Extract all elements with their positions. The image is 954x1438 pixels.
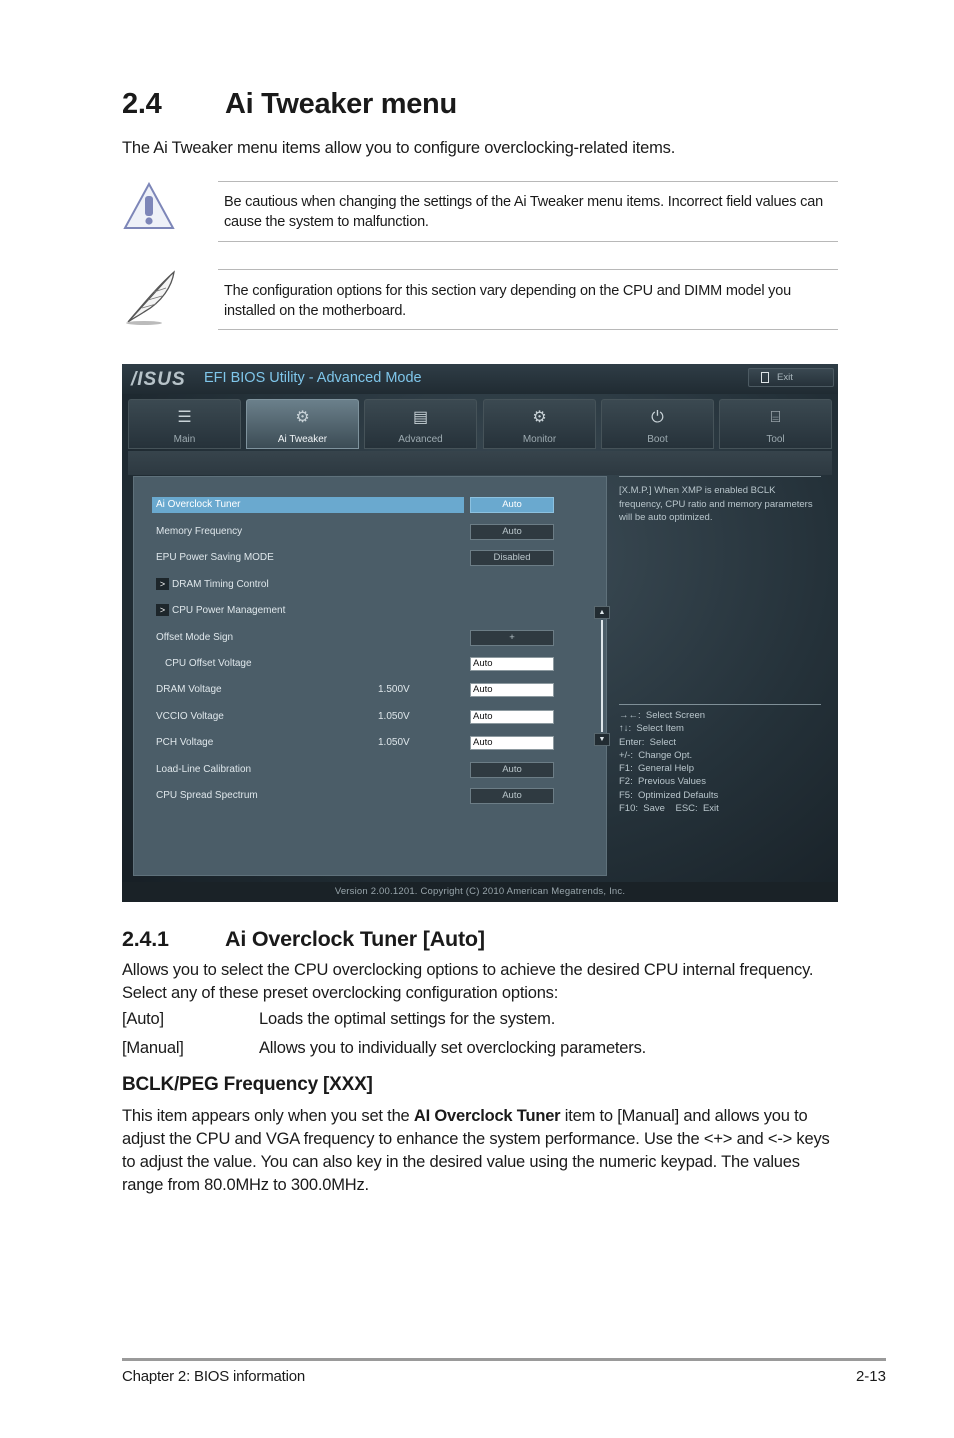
item-label: CPU Spread Spectrum bbox=[156, 790, 258, 801]
bios-tabs bbox=[128, 399, 832, 451]
bios-titlebar bbox=[122, 364, 838, 394]
bios-title: EFI BIOS Utility - Advanced Mode bbox=[204, 370, 422, 386]
option-manual bbox=[122, 1039, 646, 1058]
item-label: Offset Mode Sign bbox=[156, 632, 234, 643]
advanced-icon: ▤ bbox=[412, 409, 429, 426]
help-panel bbox=[619, 476, 821, 876]
key-hint: →←: Select Screen bbox=[619, 710, 706, 721]
item-vccio-voltage[interactable] bbox=[152, 709, 472, 725]
tab-label: Monitor bbox=[522, 434, 557, 445]
asus-logo: /ISUS bbox=[131, 369, 186, 390]
input-pch-voltage[interactable]: Auto bbox=[470, 736, 554, 750]
item-label: CPU Power Management bbox=[172, 605, 286, 616]
option-key: [Auto] bbox=[122, 1010, 164, 1028]
item-label: PCH Voltage bbox=[156, 737, 214, 748]
option-desc: Allows you to individually set overclocking parameters. bbox=[259, 1039, 647, 1057]
settings-panel bbox=[133, 476, 607, 876]
section-heading bbox=[122, 88, 457, 121]
item-label: Ai Overclock Tuner bbox=[156, 499, 241, 510]
exit-door-icon bbox=[761, 372, 769, 383]
tab-main[interactable] bbox=[128, 399, 241, 449]
current-voltage: 1.050V bbox=[378, 737, 410, 748]
exit-button[interactable] bbox=[748, 368, 834, 387]
submenu-arrow-icon: > bbox=[156, 578, 169, 590]
item-pch-voltage[interactable] bbox=[152, 735, 472, 751]
footer-rule bbox=[122, 1358, 886, 1361]
bclk-heading: BCLK/PEG Frequency [XXX] bbox=[122, 1074, 373, 1095]
tab-tool[interactable] bbox=[719, 399, 832, 449]
section-title: Ai Tweaker menu bbox=[225, 88, 457, 120]
item-label: CPU Offset Voltage bbox=[165, 658, 252, 669]
item-label: Memory Frequency bbox=[156, 526, 243, 537]
footer-page-number: 2-13 bbox=[855, 1368, 886, 1385]
subsection-title: Ai Overclock Tuner [Auto] bbox=[225, 927, 485, 951]
subsection-description: Allows you to select the CPU overclocking options to achieve the desired CPU internal frequency. Select any of these preset overclocking configuration options: bbox=[122, 961, 814, 1002]
subsection-heading bbox=[122, 927, 485, 952]
tab-label: Main bbox=[173, 434, 196, 445]
option-auto bbox=[122, 1010, 555, 1029]
bios-version-footer: Version 2.00.1201. Copyright (C) 2010 American Megatrends, Inc. bbox=[122, 882, 838, 902]
power-icon: ⏻ bbox=[651, 409, 664, 426]
key-hint: +/-: Change Opt. bbox=[619, 749, 693, 761]
list-icon: ☰ bbox=[177, 409, 192, 426]
bclk-text: This item appears only when you set the bbox=[122, 1107, 414, 1125]
key-hint: ↑↓: Select Item bbox=[619, 723, 684, 735]
value-ai-overclock-tuner[interactable]: Auto bbox=[470, 497, 554, 513]
tool-icon: ⌸ bbox=[770, 409, 781, 426]
item-label: Load-Line Calibration bbox=[156, 764, 252, 775]
value-cpu-spread-spectrum[interactable]: Auto bbox=[470, 788, 554, 804]
item-label: EPU Power Saving MODE bbox=[156, 552, 274, 563]
key-hint: F5: Optimized Defaults bbox=[619, 789, 719, 801]
item-label: DRAM Timing Control bbox=[172, 579, 269, 590]
input-dram-voltage[interactable]: Auto bbox=[470, 683, 554, 697]
item-ai-overclock-tuner[interactable] bbox=[152, 497, 464, 513]
caution-note: Be cautious when changing the settings of the Ai Tweaker menu items. Incorrect field values can cause the system to malfunction. bbox=[218, 181, 838, 242]
tab-label: Tool bbox=[766, 434, 785, 445]
tweaker-icon: ⚙ bbox=[295, 409, 310, 426]
warning-icon bbox=[123, 182, 175, 230]
config-note: The configuration options for this section vary depending on the CPU and DIMM model you installed on the motherboard. bbox=[218, 269, 838, 330]
exit-label: Exit bbox=[777, 372, 793, 383]
key-legend bbox=[619, 709, 719, 815]
intro-text: The Ai Tweaker menu items allow you to configure overclocking-related items. bbox=[122, 139, 676, 157]
bios-screenshot bbox=[122, 364, 838, 902]
input-vccio-voltage[interactable]: Auto bbox=[470, 710, 554, 724]
scroll-up-arrow-icon[interactable]: ▲ bbox=[594, 606, 610, 619]
tab-monitor[interactable] bbox=[483, 399, 596, 449]
bclk-bold-term: AI Overclock Tuner bbox=[413, 1107, 561, 1125]
tab-label: Boot bbox=[647, 434, 668, 445]
option-desc: Loads the optimal settings for the system. bbox=[259, 1010, 556, 1028]
tab-boot[interactable] bbox=[601, 399, 714, 449]
item-label: DRAM Voltage bbox=[156, 684, 222, 695]
bclk-description bbox=[122, 1105, 842, 1197]
key-hint: F10: Save ESC: Exit bbox=[619, 803, 719, 815]
scroll-down-arrow-icon[interactable]: ▼ bbox=[594, 733, 610, 746]
value-offset-mode-sign[interactable]: + bbox=[470, 630, 554, 646]
value-epu-power-saving[interactable]: Disabled bbox=[470, 550, 554, 566]
current-voltage: 1.500V bbox=[378, 684, 410, 695]
option-key: [Manual] bbox=[122, 1039, 184, 1057]
divider bbox=[619, 476, 821, 477]
tab-label: Advanced bbox=[398, 434, 443, 445]
help-text: [X.M.P.] When XMP is enabled BCLK frequency, CPU ratio and memory parameters will be auto optimized. bbox=[619, 485, 813, 523]
divider bbox=[619, 704, 821, 705]
value-memory-frequency[interactable]: Auto bbox=[470, 524, 554, 540]
current-voltage: 1.050V bbox=[378, 711, 410, 722]
input-cpu-offset-voltage[interactable]: Auto bbox=[470, 657, 554, 671]
tab-ai-tweaker[interactable] bbox=[246, 399, 359, 449]
scrollbar-track[interactable] bbox=[601, 620, 603, 732]
tab-advanced[interactable] bbox=[364, 399, 477, 449]
key-hint: F1: General Help bbox=[619, 763, 694, 775]
bclk-text: item to [Manual] and allows you to adjust the CPU and VGA frequency to enhance the system performance. Use the <+> and <-> keys to adjust the value. You can also key in the desired value using the numeric keypad. The values range from 80.0MHz to 300.0MHz. bbox=[122, 1107, 830, 1194]
tab-label: Ai Tweaker bbox=[277, 434, 328, 445]
submenu-arrow-icon: > bbox=[156, 604, 169, 616]
feather-pen-icon bbox=[122, 268, 178, 326]
section-number: 2.4 bbox=[122, 88, 162, 120]
item-dram-voltage[interactable] bbox=[152, 682, 472, 698]
tab-shadebar bbox=[128, 451, 832, 475]
item-label: VCCIO Voltage bbox=[156, 711, 224, 722]
value-load-line-calibration[interactable]: Auto bbox=[470, 762, 554, 778]
key-hint: Enter: Select bbox=[619, 736, 677, 748]
subsection-number: 2.4.1 bbox=[122, 927, 169, 951]
monitor-icon: ⚙ bbox=[532, 409, 547, 426]
footer-chapter: Chapter 2: BIOS information bbox=[122, 1368, 306, 1385]
key-hint: F2: Previous Values bbox=[619, 776, 706, 788]
